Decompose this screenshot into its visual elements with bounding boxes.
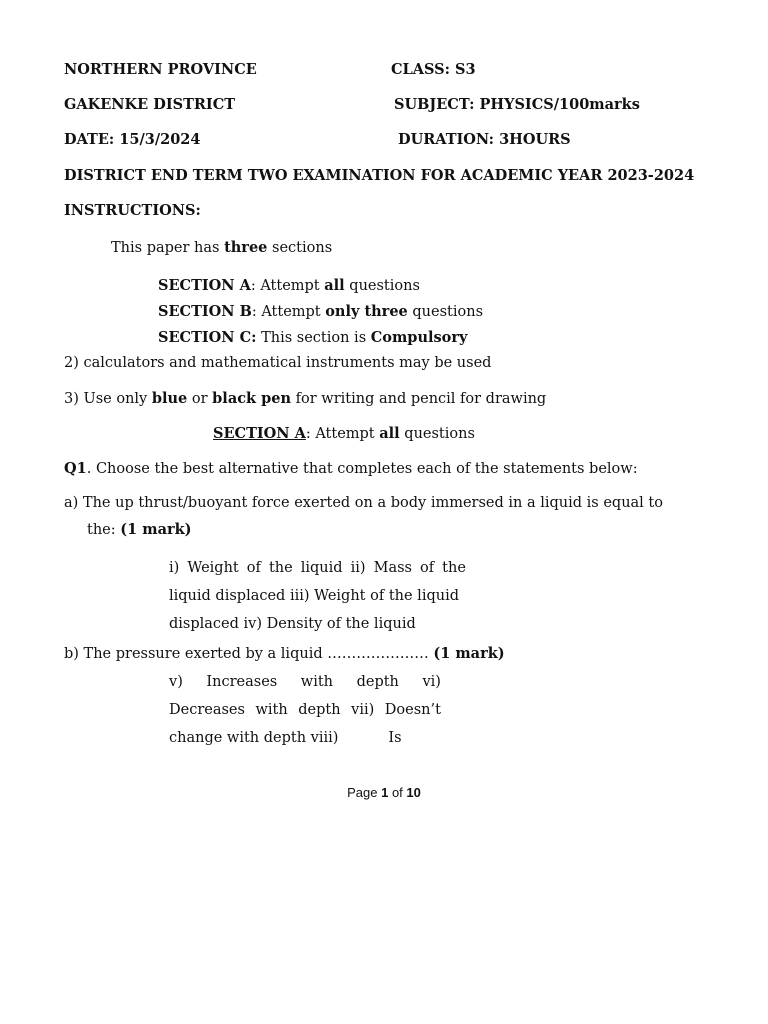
word: of xyxy=(420,560,435,576)
text-bold: black pen xyxy=(212,390,292,407)
marks: (1 mark) xyxy=(120,521,192,538)
district-label: GAKENKE DISTRICT xyxy=(64,96,236,113)
text: : Attempt xyxy=(305,426,380,442)
text-bold: three xyxy=(224,239,268,256)
question-1a-options-line-2: liquid displaced iii) Weight of the liquid xyxy=(169,588,459,604)
word: the xyxy=(442,560,466,576)
page-footer xyxy=(0,785,768,800)
word: the xyxy=(268,560,293,576)
word: Decreases xyxy=(169,702,245,718)
text: questions xyxy=(407,304,484,320)
text: This paper has xyxy=(111,240,225,256)
question-1-stem xyxy=(64,460,638,477)
exam-title: DISTRICT END TERM TWO EXAMINATION FOR ACADEMIC YEAR 2023-2024 xyxy=(64,167,695,184)
text-bold: Compulsory xyxy=(370,329,468,346)
word: depth xyxy=(356,674,399,690)
instruction-section-b xyxy=(158,303,483,320)
question-1a-line-1: a) The up thrust/buoyant force exerted on a body immersed in a liquid is equal to xyxy=(64,495,663,511)
word: v) xyxy=(169,674,183,690)
instruction-sections-count xyxy=(111,239,332,256)
word: depth xyxy=(298,702,341,718)
text: This section is xyxy=(256,330,371,346)
word: vii) xyxy=(351,702,375,718)
word: Increases xyxy=(206,674,278,690)
text-bold: only three xyxy=(325,303,408,320)
question-1b-options-line-2 xyxy=(169,702,441,718)
text: 3) Use only xyxy=(64,391,152,407)
duration-label: DURATION: 3HOURS xyxy=(398,131,571,148)
section-label: SECTION A xyxy=(158,277,251,294)
section-label: SECTION B xyxy=(158,303,252,320)
word: of xyxy=(246,560,261,576)
text: questions xyxy=(399,426,475,442)
text: : Attempt xyxy=(250,278,325,294)
word: with xyxy=(300,674,334,690)
text: for writing and pencil for drawing xyxy=(291,391,547,407)
question-1b-options-line-1 xyxy=(169,674,441,690)
text: : Attempt xyxy=(251,304,326,320)
text: . Choose the best alternative that completes each of the statements below: xyxy=(86,461,638,477)
word: Doesn’t xyxy=(384,702,441,718)
word: vi) xyxy=(422,674,441,690)
text: the: xyxy=(87,522,121,538)
text: b) The pressure exerted by a liquid ………………… xyxy=(64,646,429,662)
question-1a-options-line-1 xyxy=(169,560,466,576)
instruction-item-3 xyxy=(64,390,546,407)
word: liquid xyxy=(300,560,343,576)
text-bold: blue xyxy=(151,390,188,407)
text: questions xyxy=(344,278,420,294)
text: or xyxy=(187,391,213,407)
text: Is xyxy=(388,730,402,746)
province-label: NORTHERN PROVINCE xyxy=(64,61,257,78)
page-total: 10 xyxy=(406,785,421,800)
text-bold: all xyxy=(379,425,400,442)
word: i) xyxy=(169,560,180,576)
section-label: SECTION C: xyxy=(158,329,257,346)
word: Mass xyxy=(373,560,412,576)
subject-label: SUBJECT: PHYSICS/100marks xyxy=(394,96,640,113)
word: Weight xyxy=(187,560,239,576)
text: of xyxy=(388,785,407,800)
instructions-heading: INSTRUCTIONS: xyxy=(64,202,201,219)
marks: (1 mark) xyxy=(433,645,505,662)
text: sections xyxy=(267,240,333,256)
question-1a-line-2 xyxy=(87,521,192,538)
question-1b-line xyxy=(64,645,505,662)
section-label: SECTION A xyxy=(213,425,306,442)
word: with xyxy=(255,702,288,718)
class-label: CLASS: S3 xyxy=(391,61,476,78)
date-label: DATE: 15/3/2024 xyxy=(64,131,201,148)
instruction-section-c xyxy=(158,329,467,346)
text-bold: all xyxy=(324,277,345,294)
word: ii) xyxy=(350,560,366,576)
instruction-item-2: 2) calculators and mathematical instruments may be used xyxy=(64,355,492,371)
question-1a-options-line-3: displaced iv) Density of the liquid xyxy=(169,616,416,632)
question-1b-options-line-3 xyxy=(169,730,402,746)
text: Page xyxy=(347,785,382,800)
question-number: Q1 xyxy=(64,460,87,477)
page-number: 1 xyxy=(381,785,389,800)
instruction-section-a xyxy=(158,277,420,294)
section-a-heading xyxy=(213,425,475,442)
text: change with depth viii) xyxy=(169,730,339,746)
